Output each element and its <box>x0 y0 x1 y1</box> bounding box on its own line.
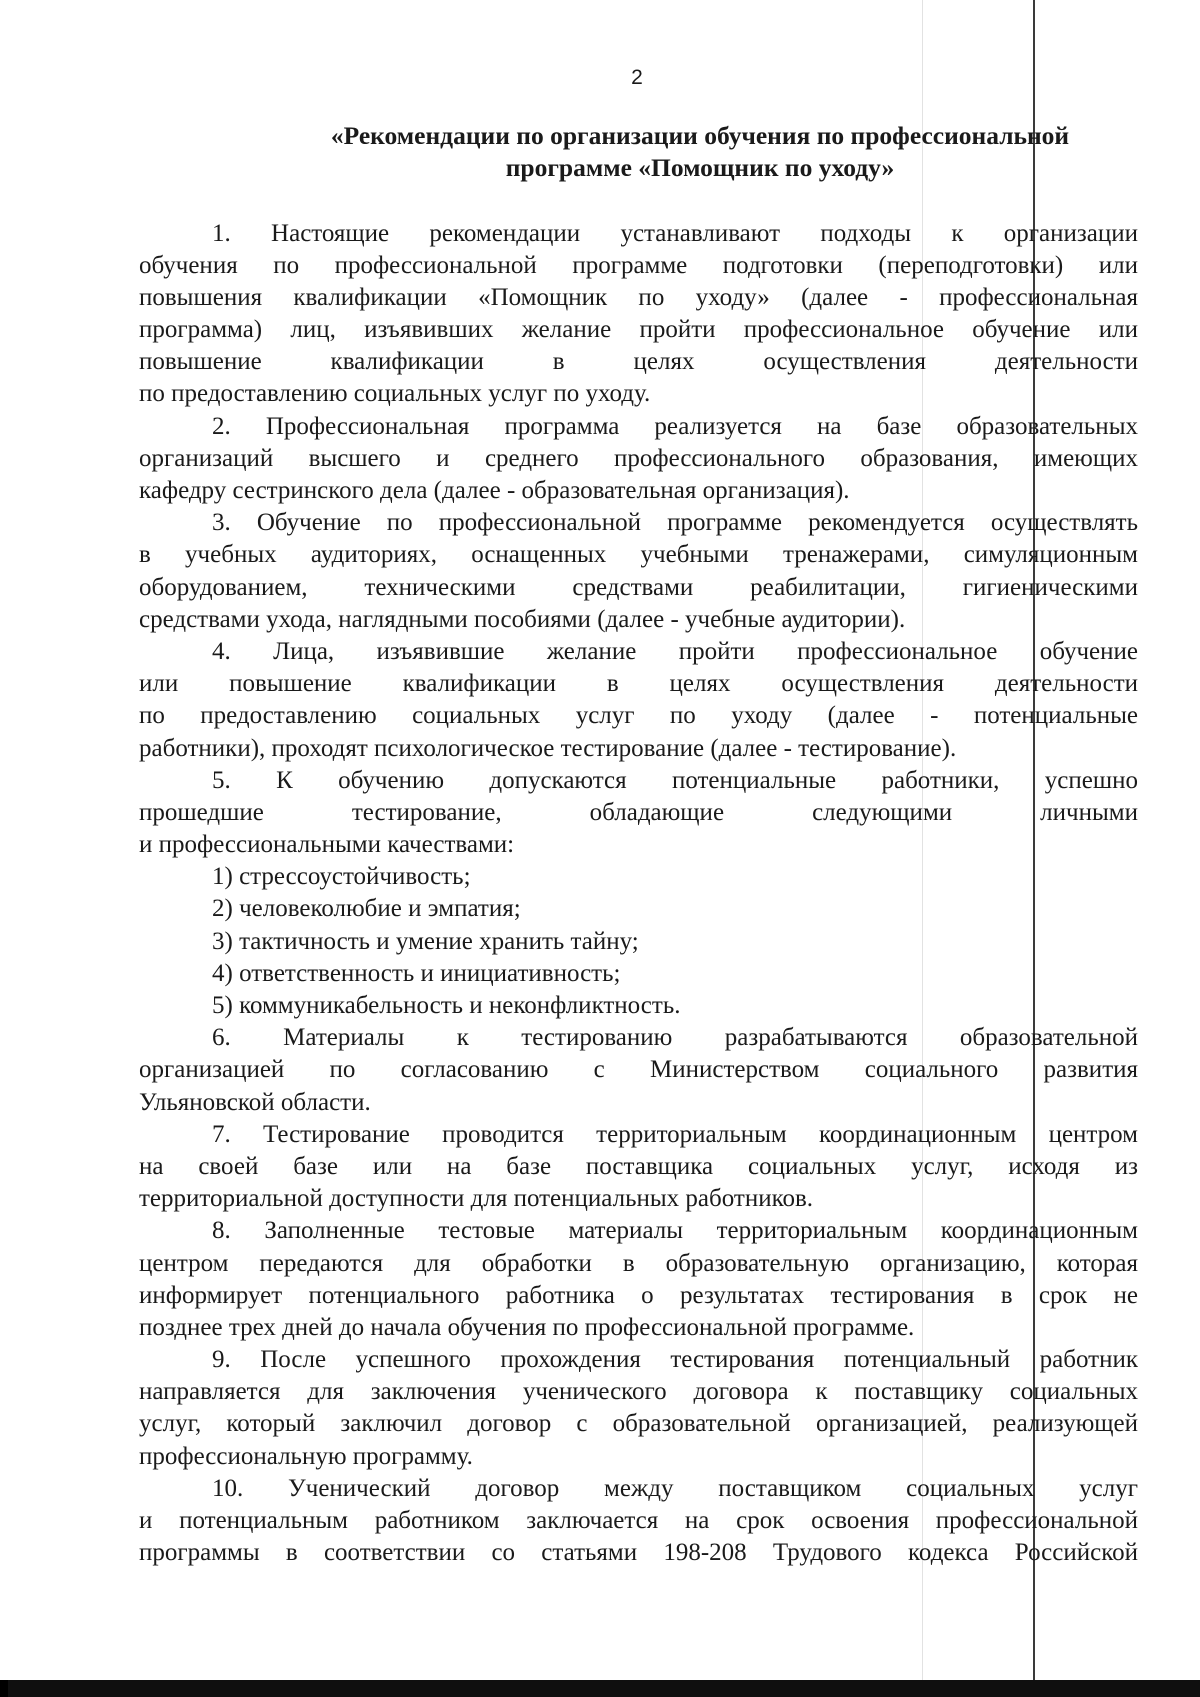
scan-artifact-bottom-edge <box>0 1680 8 1697</box>
quality-item: 5) коммуникабельность и неконфликтность. <box>212 992 681 1019</box>
paragraph-line: 2. Профессиональная программа реализуется на базе образовательных <box>212 412 1138 440</box>
paragraph-line: обучения по профессиональной программе подготовки (переподготовки) или <box>139 251 1138 279</box>
paragraph-line: 3. Обучение по профессиональной программе рекомендуется осуществлять <box>212 509 1138 537</box>
paragraph-line: и потенциальным работником заключается на срок освоения профессиональной <box>139 1507 1138 1534</box>
paragraph-line: кафедру сестринского дела (далее - образовательная организация). <box>139 477 850 504</box>
paragraph <box>139 411 1138 508</box>
qualities-list <box>139 861 1138 1022</box>
paragraph-line: или повышение квалификации в целях осуществления деятельности <box>139 670 1138 698</box>
paragraph-line: 10. Ученический договор между поставщиком социальных услуг <box>212 1474 1138 1502</box>
paragraphs-after-list <box>139 1022 1138 1569</box>
paragraph-line: Ульяновской области. <box>139 1088 371 1116</box>
paragraph <box>139 218 1138 411</box>
paragraph-line: средствами ухода, наглядными пособиями (далее - учебные аудитории). <box>139 605 906 633</box>
paragraph-line: повышения квалификации «Помощник по уходу» (далее - профессиональная <box>139 283 1138 311</box>
paragraph <box>139 1473 1138 1570</box>
paragraph-line: центром передаются для обработки в образовательную организацию, которая <box>139 1249 1138 1277</box>
paragraph-line: организаций высшего и среднего профессионального образования, имеющих <box>139 444 1138 472</box>
paragraph <box>139 1344 1138 1473</box>
paragraph-line: направляется для заключения ученического договора к поставщику социальных <box>139 1378 1138 1406</box>
paragraph-line: информирует потенциального работника о результатах тестирования в срок не <box>139 1281 1138 1309</box>
paragraph <box>139 765 1138 862</box>
paragraph-line: 7. Тестирование проводится территориальным координационным центром <box>212 1120 1138 1148</box>
paragraph-line: по предоставлению социальных услуг по уходу (далее - потенциальные <box>139 702 1138 730</box>
paragraph-line: позднее трех дней до начала обучения по профессиональной программе. <box>139 1313 915 1341</box>
paragraph <box>139 1215 1138 1344</box>
title-line-1: «Рекомендации по организации обучения по профессиональной <box>330 121 1070 150</box>
document-body <box>139 218 1138 1570</box>
paragraph-line: программы в соответствии со статьями 198-208 Трудового кодекса Российской <box>139 1539 1138 1567</box>
scan-artifact-bottom-bar <box>0 1680 1200 1697</box>
paragraph-line: повышение квалификации в целях осуществления деятельности <box>139 348 1138 376</box>
paragraph-line: работники), проходят психологическое тестирование (далее - тестирование). <box>139 734 957 762</box>
quality-item: 2) человеколюбие и эмпатия; <box>212 895 521 923</box>
paragraph-line: организацией по согласованию с Министерством социального развития <box>139 1056 1138 1084</box>
paragraph-line: 5. К обучению допускаются потенциальные работники, успешно <box>212 766 1138 794</box>
quality-item: 1) стрессоустойчивость; <box>212 863 471 891</box>
paragraph-line: 9. После успешного прохождения тестирования потенциальный работник <box>212 1346 1138 1374</box>
paragraph-line: 1. Настоящие рекомендации устанавливают подходы к организации <box>212 219 1138 247</box>
page-number: 2 <box>631 66 643 89</box>
paragraph-line: прошедшие тестирование, обладающие следующими личными <box>139 798 1138 826</box>
document-title <box>200 120 1200 184</box>
paragraph <box>139 636 1138 765</box>
paragraph-line: услуг, который заключил договор с образовательной организацией, реализующей <box>139 1410 1138 1438</box>
paragraph-line: 6. Материалы к тестированию разрабатываются образовательной <box>212 1024 1138 1052</box>
paragraphs-before-list <box>139 218 1138 862</box>
paragraph <box>139 1119 1138 1216</box>
quality-item: 3) тактичность и умение хранить тайну; <box>212 927 639 955</box>
paragraph-line: территориальной доступности для потенциальных работников. <box>139 1185 814 1213</box>
paragraph <box>139 507 1138 636</box>
quality-item: 4) ответственность и инициативность; <box>212 959 621 987</box>
paragraph-line: и профессиональными качествами: <box>139 831 515 859</box>
paragraph-line: на своей базе или на базе поставщика социальных услуг, исходя из <box>139 1152 1138 1180</box>
paragraph-line: программа) лиц, изъявивших желание пройти профессиональное обучение или <box>139 316 1138 344</box>
paragraph-line: 8. Заполненные тестовые материалы территориальным координационным <box>212 1217 1138 1245</box>
paragraph <box>139 1022 1138 1119</box>
paragraph-line: по предоставлению социальных услуг по уходу. <box>139 380 651 408</box>
title-line-2: программе «Помощник по уходу» <box>505 153 895 182</box>
paragraph-line: профессиональную программу. <box>139 1442 473 1470</box>
paragraph-line: 4. Лица, изъявившие желание пройти профессиональное обучение <box>212 637 1138 665</box>
paragraph-line: оборудованием, техническими средствами реабилитации, гигиеническими <box>139 573 1138 601</box>
paragraph-line: в учебных аудиториях, оснащенных учебными тренажерами, симуляционным <box>139 541 1138 569</box>
